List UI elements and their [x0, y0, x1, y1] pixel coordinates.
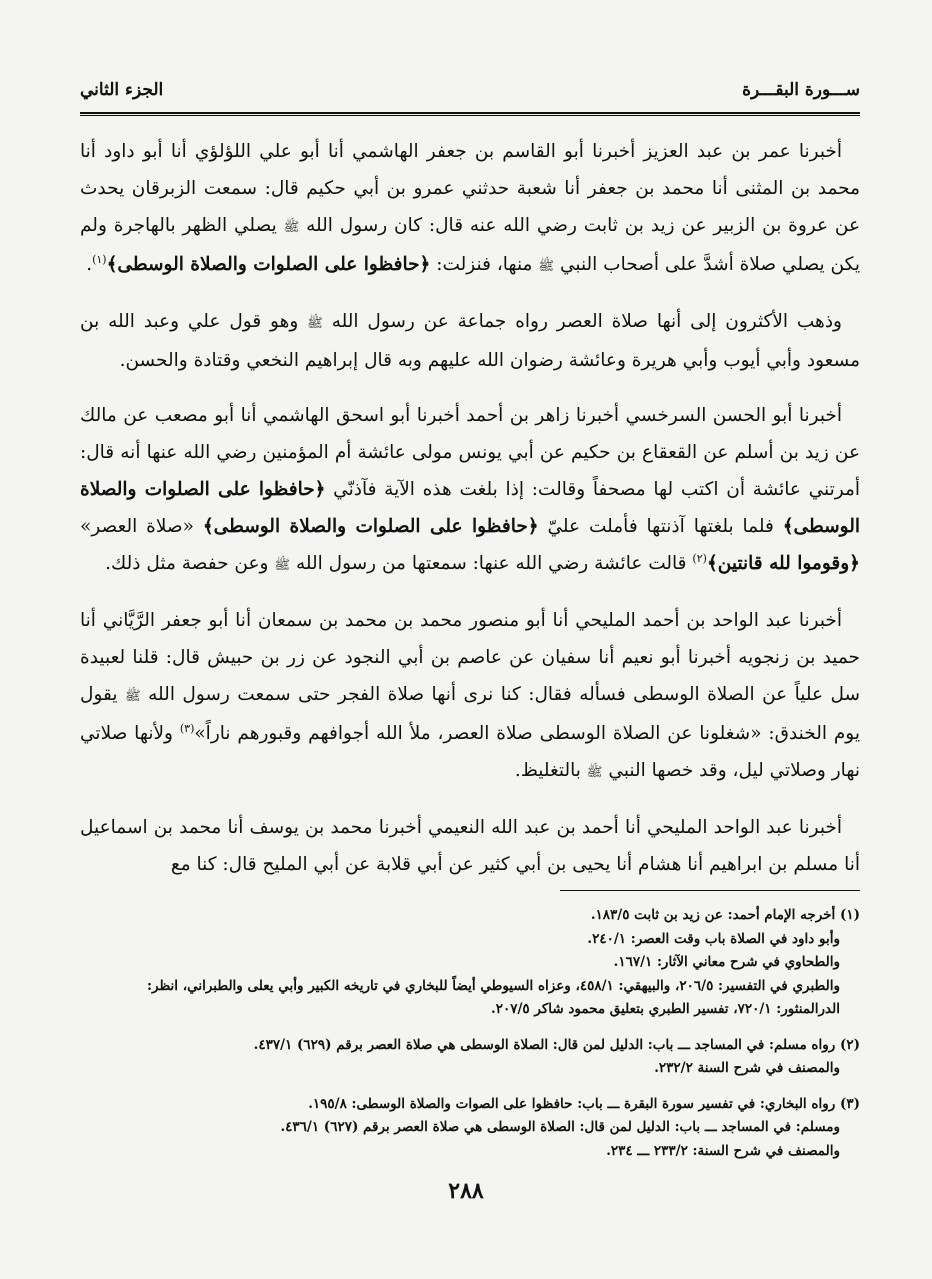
salawat-glyph: ﷺ	[307, 316, 323, 331]
main-text	[80, 133, 860, 901]
footnote-line: والطحاوي في شرح معاني الآثار: ١٦٧/١.	[613, 954, 840, 970]
salawat-glyph: ﷺ	[538, 259, 555, 274]
text-run: وهو قول علي وعبد الله بن مسعود وأبي أيوب وأبي هريرة وعائشة رضوان الله عليهم وبه قال إبراهيم النخعي وقتادة والحسن.	[80, 311, 860, 371]
text-run: أخبرنا عبد الواحد المليحي أنا أحمد بن عبد الله النعيمي أخبرنا محمد بن يوسف أنا محمد بن اسماعيل أنا مسلم بن ابراهيم أنا هشام أنا يحيى بن أبي كثير عن أبي قلابة عن أبي المليح قال: كنا مع	[80, 817, 860, 875]
footnote-ref: (١)	[92, 252, 107, 266]
footnote	[80, 904, 860, 1022]
header-rule	[80, 112, 860, 114]
salawat-glyph: ﷺ	[586, 765, 603, 780]
footnote	[80, 1093, 860, 1164]
quran-verse: ﴿حافظوا على الصلوات والصلاة الوسطى﴾	[106, 254, 431, 275]
text-run: .	[86, 254, 93, 275]
paragraph	[80, 809, 860, 883]
text-run: أخبرنا عمر بن عبد العزيز أخبرنا أبو القاسم بن جعفر الهاشمي أنا أبو علي اللؤلؤي أنا أبو داود أنا محمد بن المثنى أنا محمد بن جعفر أنا شعبة حدثني عمرو بن أبي حكيم قال: سمعت الزبرقان يحدث عن عروة بن الزبير عن زيد بن ثابت رضي الله عنه قال: كان رسول الله	[80, 141, 860, 236]
footnote-line: (١) أخرجه الإمام أحمد: عن زيد بن ثابت ١٨٣/٥.	[590, 907, 860, 923]
surah-title: ســـورة البقـــرة	[742, 80, 860, 100]
salawat-glyph: ﷺ	[283, 220, 300, 235]
text-run: أخبرنا أبو الحسن السرخسي أخبرنا زاهر بن أحمد أخبرنا أبو اسحق الهاشمي أنا أبو مصعب عن مالك عن زيد بن أسلم عن القعقاع بن حكيم عن أبي يونس مولى عائشة أم المؤمنين رضي الله عنها أنه قال: أمرتني عائشة أن اكتب لها مصحفاً وقالت: إذا بلغت هذه الآية فآذنّي	[80, 405, 861, 500]
salawat-glyph: ﷺ	[124, 689, 141, 704]
text-run: وعن حفصة مثل ذلك.	[105, 553, 275, 574]
header-rule-thin	[80, 115, 860, 116]
text-run: «صلاة العصر»	[80, 516, 203, 537]
footnote-ref: (٢)	[692, 551, 707, 565]
footnotes	[80, 904, 860, 1175]
footnote	[80, 1034, 860, 1081]
salawat-glyph: ﷺ	[274, 558, 291, 573]
text-run: ولأنها صلاتي نهار وصلاتي ليل، وقد خصها النبي	[80, 723, 860, 781]
footnote-line: وأبو داود في الصلاة باب وقت العصر: ٢٤٠/١.	[587, 930, 840, 947]
paragraph	[80, 397, 860, 584]
paragraph	[80, 602, 860, 791]
text-run: يقول يوم الخندق: «شغلونا عن الصلاة الوسطى صلاة العصر، ملأ الله أجوافهم وقبورهم ناراً»	[80, 684, 860, 744]
paragraph	[80, 133, 860, 285]
footnote-line: والمصنف في شرح السنة ٢٣٢/٢.	[654, 1060, 840, 1076]
quran-verse: ﴿حافظوا على الصلوات والصلاة الوسطى﴾	[80, 479, 860, 537]
footnote-line: ومسلم: في المساجد ـــ باب: الدليل لمن قال: الصلاة الوسطى هي صلاة العصر برقم (٦٢٧) ٤٣٦/١.	[280, 1119, 840, 1135]
volume-label: الجزء الثاني	[80, 80, 164, 100]
page-header	[80, 80, 860, 100]
text-run: قالت عائشة رضي الله عنها: سمعتها من رسول الله	[290, 553, 693, 574]
quran-verse: ﴿وقوموا لله قانتين﴾	[706, 553, 860, 574]
quran-verse: ﴿حافظوا على الصلوات والصلاة الوسطى﴾	[202, 516, 539, 537]
paragraph	[80, 303, 860, 379]
text-run: بالتغليظ.	[514, 760, 587, 781]
text-run: فلما بلغتها آذنتها فأملت عليّ	[538, 516, 783, 537]
footnote-ref: (٣)	[179, 721, 195, 735]
text-run: أخبرنا عبد الواحد بن أحمد المليحي أنا أبو منصور محمد بن محمد بن سمعان أنا أبو جعفر الرَّيَّاني أنا حميد بن زنجويه أخبرنا أبو نعيم أنا سفيان عن عاصم بن أبي النجود عن زر بن حبيش قال: قلنا لعبيدة سل علياً عن الصلاة الوسطى فسأله فقال: كنا نرى أنها صلاة الفجر حتى سمعت رسول الله	[80, 610, 860, 705]
footnote-line: والطبري في التفسير: ٢٠٦/٥، والبيهقي: ٤٥٨/١، وعزاه السيوطي أيضاً للبخاري في تاريخه الكبير وأبي يعلى والطبراني، انظر: الدرالمنثور: ٧٢٠/١، تفسير الطبري بتعليق محمود شاكر ٢٠٧/٥.	[147, 977, 840, 1017]
text-run: منها، فنزلت:	[430, 254, 539, 275]
footnote-line: (٢) رواه مسلم: في المساجد ـــ باب: الدليل لمن قال: الصلاة الوسطى هي صلاة العصر برقم (٦٢٩) ٤٣٧/١.	[253, 1036, 860, 1053]
page-number: ٢٨٨	[448, 1178, 484, 1204]
text-run: يصلي الظهر بالهاجرة ولم يكن يصلي صلاة أشدَّ على أصحاب النبي	[80, 215, 860, 275]
footnote-line: والمصنف في شرح السنة: ٢٣٣/٢ ـــ ٢٣٤.	[606, 1142, 840, 1159]
footnote-line: (٣) رواه البخاري: في تفسير سورة البقرة ـــ باب: حافظوا على الصوات والصلاة الوسطى: ١٩٥/٨.	[308, 1095, 860, 1112]
text-run: وذهب الأكثرون إلى أنها صلاة العصر رواه جماعة عن رسول الله	[322, 311, 842, 332]
footnote-separator	[560, 890, 860, 891]
